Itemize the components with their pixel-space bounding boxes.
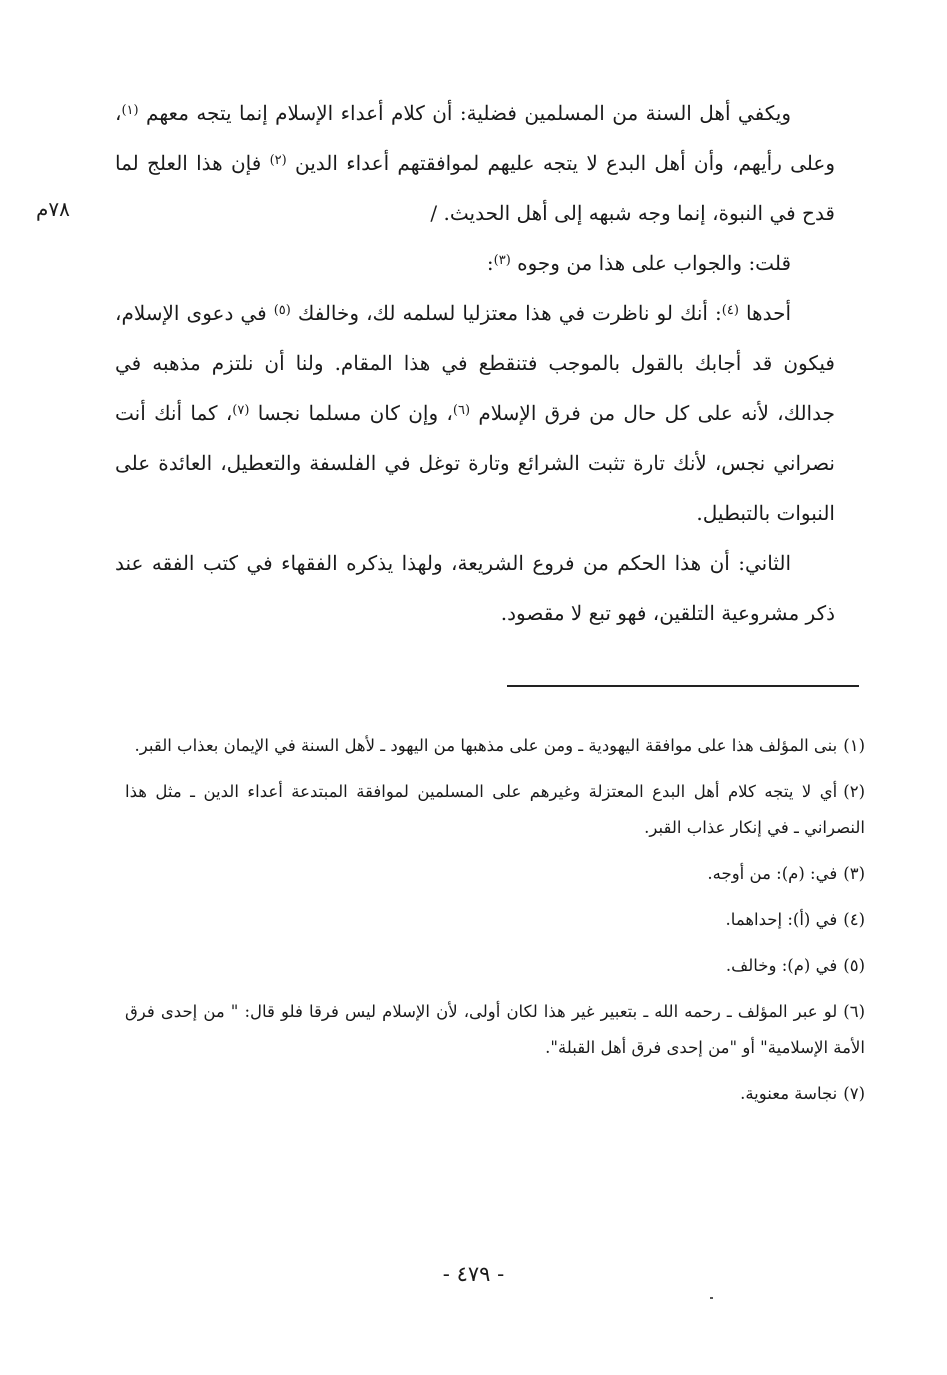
footnote-3 bbox=[125, 856, 865, 892]
page-number: - ٤٧٩ - bbox=[442, 1262, 505, 1286]
footnote-ref-6[interactable]: (٦) bbox=[452, 403, 471, 418]
text-span: ، وإن كان مسلما نجسا bbox=[249, 401, 453, 425]
footnote-text: في (أ): إحداهما. bbox=[725, 910, 838, 929]
footnote-ref-1[interactable]: (١) bbox=[121, 103, 139, 118]
footnote-text: بنى المؤلف هذا على موافقة اليهودية ـ ومن على مذهبها من اليهود ـ لأهل السنة في الإيمان بعذاب القبر. bbox=[134, 736, 838, 755]
text-span: قلت: والجواب على هذا من وجوه bbox=[510, 251, 791, 275]
text-span: ، وعلى رأيهم، وأن أهل البدع لا يتجه عليهم لموافقتهم أعداء الدين bbox=[115, 101, 835, 175]
margin-page-reference: ٧٨م bbox=[36, 197, 70, 221]
footnote-1 bbox=[125, 728, 865, 764]
footnote-text: أي لا يتجه كلام أهل البدع المعتزلة وغيرهم على المسلمين لموافقة المبتدعة أعداء الدين ـ مثل هذا النصراني ـ في إنكار عذاب القبر. bbox=[125, 782, 865, 837]
paragraph-4: الثاني: أن هذا الحكم من فروع الشريعة، ولهذا يذكره الفقهاء في كتب الفقه عند ذكر مشروعية التلقين، فهو تبع لا مقصود. bbox=[115, 551, 835, 625]
footnote-4 bbox=[125, 902, 865, 938]
footnote-text: في: (م): من أوجه. bbox=[707, 864, 838, 883]
footnote-6 bbox=[125, 994, 865, 1066]
footnote-ref-3[interactable]: (٣) bbox=[493, 253, 511, 268]
footnote-ref-2[interactable]: (٢) bbox=[269, 153, 287, 168]
footnote-number: (٢) bbox=[843, 782, 865, 801]
footnote-ref-5[interactable]: (٥) bbox=[273, 303, 291, 318]
text-span: ، كما أنك أنت نصراني نجس، لأنك تارة تثبت الشرائع وتارة توغل في الفلسفة والتعطيل، العائدة على النبوات بالتبطيل. bbox=[115, 401, 835, 525]
text-span: : bbox=[486, 251, 494, 275]
footnote-number: (٦) bbox=[843, 1002, 865, 1021]
footnote-number: (١) bbox=[843, 736, 865, 755]
paragraph-1 bbox=[115, 88, 835, 238]
footnote-number: (٥) bbox=[843, 956, 865, 975]
text-span: : أنك لو ناظرت في هذا معتزليا لسلمه لك، وخالفك bbox=[290, 301, 722, 325]
footnote-divider bbox=[507, 685, 859, 687]
footnote-number: (٣) bbox=[843, 864, 865, 883]
footnote-ref-4[interactable]: (٤) bbox=[721, 303, 739, 318]
footnote-ref-7[interactable]: (٧) bbox=[232, 403, 250, 418]
paragraph-3 bbox=[115, 288, 835, 538]
footnotes-section bbox=[125, 728, 865, 1122]
footnote-text: لو عبر المؤلف ـ رحمه الله ـ بتعبير غير هذا لكان أولى، لأن الإسلام ليس فرقا فلو قال: " من إحدى فرق الأمة الإسلامية" أو "من إحدى فرق أهل القبلة". bbox=[125, 1002, 865, 1057]
footnote-7 bbox=[125, 1076, 865, 1112]
footnote-5 bbox=[125, 948, 865, 984]
main-text bbox=[115, 88, 835, 638]
text-span: أحدها bbox=[738, 301, 792, 325]
text-span: فإن هذا العلج لما قدح في النبوة، إنما وجه شبهه إلى أهل الحديث. / bbox=[115, 151, 835, 225]
text-span: ويكفي أهل السنة من المسلمين فضلية: أن كلام أعداء الإسلام إنما يتجه معهم bbox=[138, 101, 791, 125]
footnote-2 bbox=[125, 774, 865, 846]
text-span: في دعوى الإسلام، فيكون قد أجابك بالقول بالموجب فتنقطع في هذا المقام. ولنا أن نلتزم مذهبه في جدالك، لأنه على كل حال من فرق الإسلام bbox=[115, 301, 835, 425]
footnote-number: (٤) bbox=[843, 910, 865, 929]
paragraph-2 bbox=[115, 238, 835, 288]
footnote-text: نجاسة معنوية. bbox=[740, 1084, 838, 1103]
footnote-number: (٧) bbox=[843, 1084, 865, 1103]
scan-speck bbox=[710, 1297, 713, 1299]
footnote-text: في (م): وخالف. bbox=[725, 956, 838, 975]
